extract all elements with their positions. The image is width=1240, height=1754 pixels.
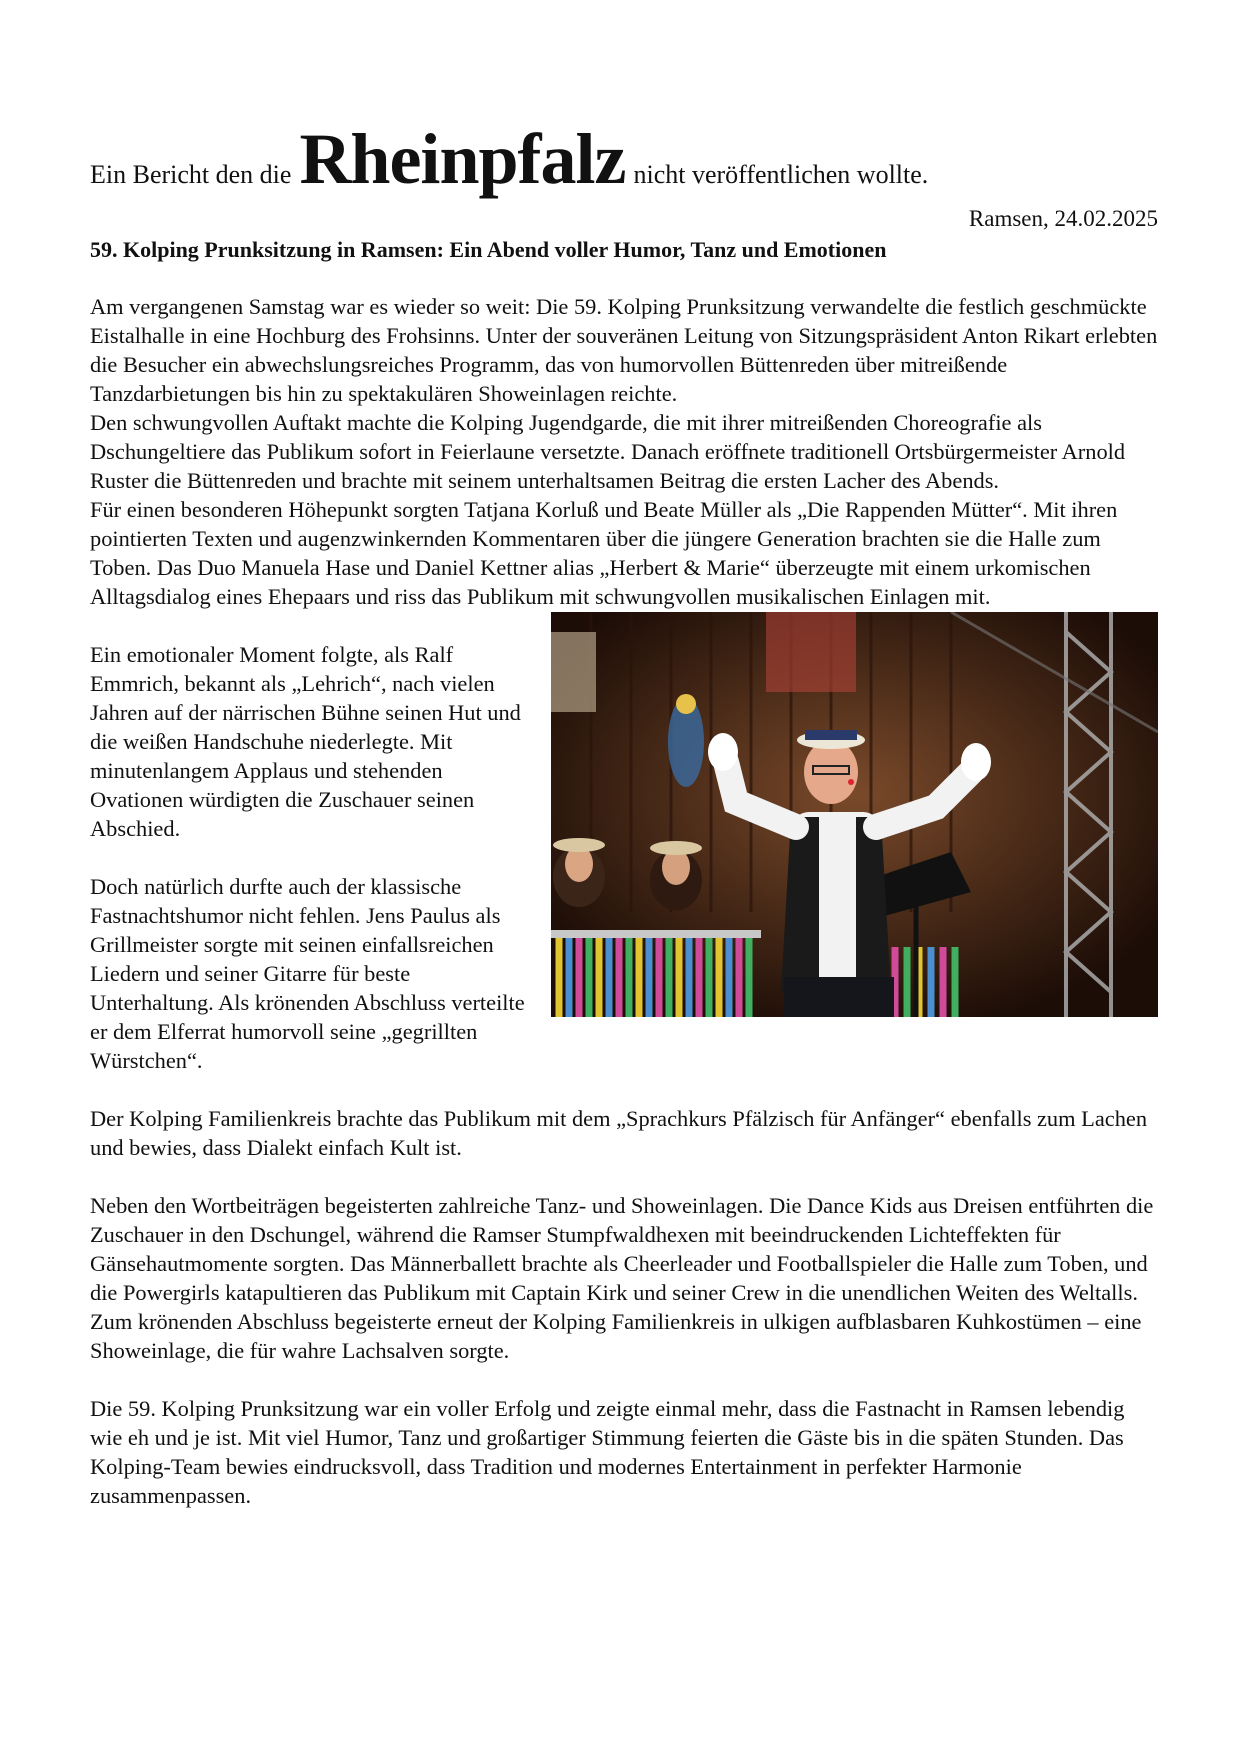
paragraph-humor: Doch natürlich durfte auch der klassische Fastnachtshumor nicht fehlen. Jens Paulus als Grillmeister sorgte mit seinen einfallsreichen Liedern und seiner Gitarre für beste Unterhaltung. Als krönenden Abschluss verteilte er dem Elferrat humorvoll seine „gegrillten Würstchen“. — [90, 874, 525, 1073]
paragraph-conclusion: Die 59. Kolping Prunksitzung war ein voller Erfolg und zeigte einmal mehr, dass die Fastnacht in Ramsen lebendig wie eh und je ist. Mit viel Humor, Tanz und großartiger Stimmung feierten die Gäste bis in die späten Stunden. Das Kolping-Team bewies eindrucksvoll, dass Tradition und modernes Entertainment in perfekter Harmonie zusammenpassen. — [90, 1396, 1125, 1508]
stage-photo — [551, 612, 1158, 1017]
newspaper-brand: Rheinpfalz — [299, 119, 626, 199]
article-body — [90, 292, 1158, 1510]
header-prefix: Ein Bericht den die — [90, 160, 292, 189]
stage-photo-image — [551, 612, 1158, 1017]
paragraph-intro: Am vergangenen Samstag war es wieder so weit: Die 59. Kolping Prunksitzung verwandelte die festlich geschmückte Eistalhalle in eine Hochburg des Frohsinns. Unter der souveränen Leitung von Sitzungspräsident Anton Rikart erlebten die Besucher ein abwechslungsreiches Programm, das von humorvollen Büttenreden über mitreißende Tanzdarbietungen bis hin zu spektakulären Showeinlagen reichte. — [90, 294, 1158, 406]
header-suffix: nicht veröffentlichen wollte. — [633, 160, 929, 189]
paragraph-opening: Den schwungvollen Auftakt machte die Kolping Jugendgarde, die mit ihrer mitreißenden Choreografie als Dschungeltiere das Publikum sofort in Feierlaune versetzte. Danach eröffnete traditionell Ortsbürgermeister Arnold Ruster die Büttenreden und brachte mit seinem unterhaltsamen Beitrag die ersten Lacher des Abends. — [90, 410, 1126, 493]
report-header — [90, 118, 928, 201]
paragraph-familienkreis: Der Kolping Familienkreis brachte das Publikum mit dem „Sprachkurs Pfälzisch für Anfänger“ ebenfalls zum Lachen und bewies, dass Dialekt einfach Kult ist. — [90, 1106, 1148, 1160]
dateline: Ramsen, 24.02.2025 — [968, 206, 1158, 231]
paragraph-highlight: Für einen besonderen Höhepunkt sorgten Tatjana Korluß und Beate Müller als „Die Rappenden Mütter“. Mit ihren pointierten Texten und augenzwinkernden Kommentaren über die jüngere Generation brachten sie die Halle zum Toben. Das Duo Manuela Hase und Daniel Kettner alias „Herbert & Marie“ überzeugte mit einem urkomischen Alltagsdialog eines Ehepaars und riss das Publikum mit schwungvollen musikalischen Einlagen mit. — [90, 497, 1118, 609]
paragraph-emotional: Ein emotionaler Moment folgte, als Ralf Emmrich, bekannt als „Lehrich“, nach vielen Jahren auf der närrischen Bühne seinen Hut und die weißen Handschuhe niederlegte. Mit minutenlangem Applaus und stehenden Ovationen würdigten die Zuschauer seinen Abschied. — [90, 642, 521, 841]
article-headline: 59. Kolping Prunksitzung in Ramsen: Ein Abend voller Humor, Tanz und Emotionen — [90, 237, 887, 262]
paragraph-dance: Neben den Wortbeiträgen begeisterten zahlreiche Tanz- und Showeinlagen. Die Dance Kids aus Dreisen entführten die Zuschauer in den Dschungel, während die Ramser Stumpfwaldhexen mit beeindruckenden Lichteffekten für Gänsehautmomente sorgten. Das Männerballett brachte als Cheerleader und Footballspieler die Halle zum Toben, und die Powergirls katapultieren das Publikum mit Captain Kirk und seiner Crew in die unendlichen Weiten des Weltalls. Zum krönenden Abschluss begeisterte erneut der Kolping Familienkreis in ulkigen aufblasbaren Kuhkostümen – eine Showeinlage, die für wahre Lachsalven sorgte. — [90, 1193, 1154, 1363]
